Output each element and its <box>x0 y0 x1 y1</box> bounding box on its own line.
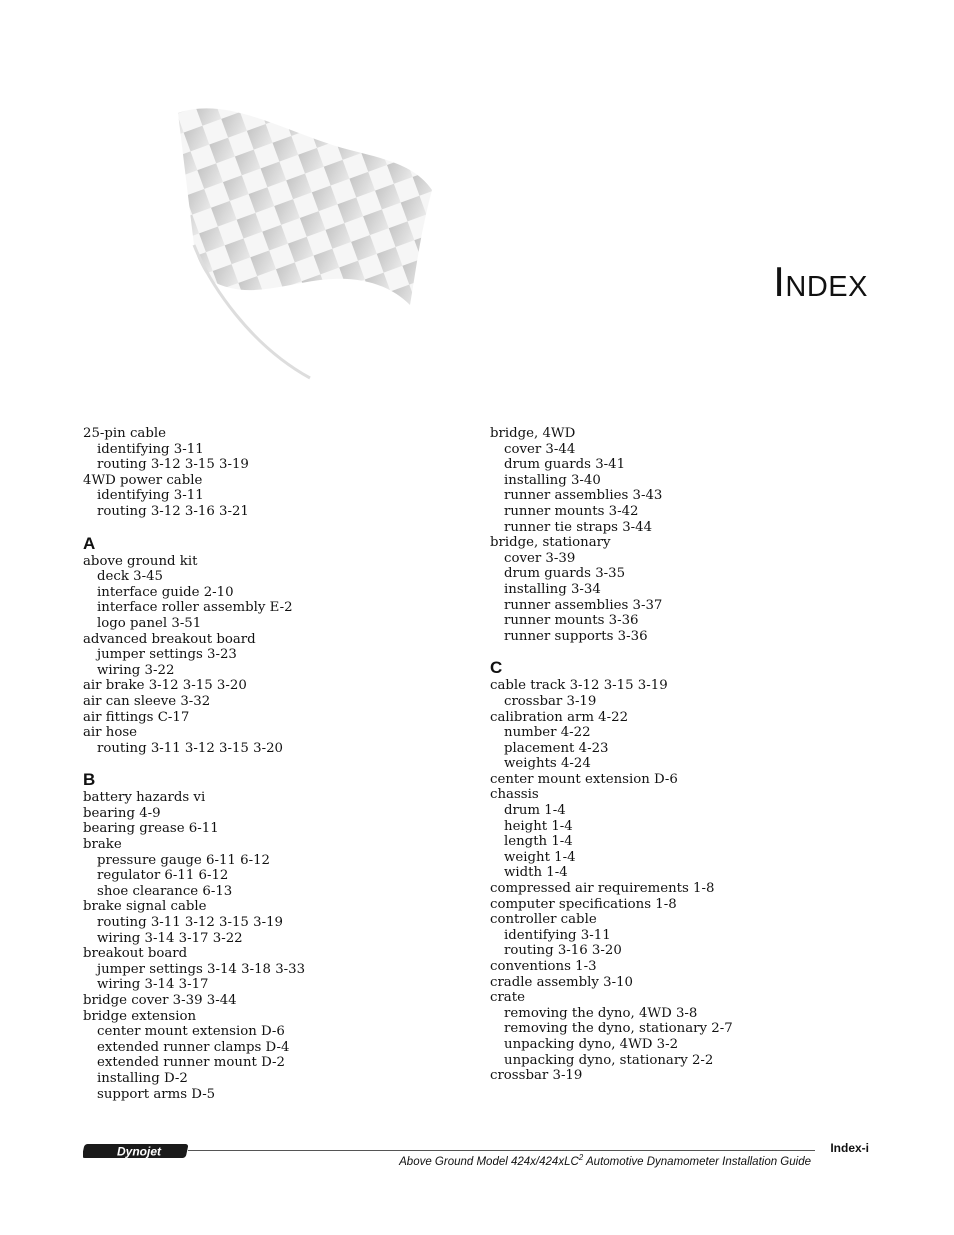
index-subentry: height 1-4 <box>504 818 573 834</box>
footer-rule <box>188 1150 815 1151</box>
index-subentry: pressure gauge 6-11 6-12 <box>97 852 270 868</box>
index-subentry: runner mounts 3-36 <box>504 613 639 629</box>
index-subentry: weights 4-24 <box>504 756 591 772</box>
index-section <box>83 426 463 520</box>
index-entry: bridge cover 3-39 3-44 <box>83 993 237 1008</box>
index-subentry: deck 3-45 <box>97 569 163 585</box>
section-letter: A <box>83 533 96 553</box>
index-subentry: routing 3-11 3-12 3-15 3-19 <box>97 915 283 931</box>
guide-title-superscript: 2 <box>578 1153 584 1162</box>
dynojet-logo <box>83 1142 191 1160</box>
index-subentry: drum guards 3-41 <box>504 457 626 473</box>
index-subentry: support arms D-5 <box>97 1086 216 1102</box>
index-subentry: runner mounts 3-42 <box>504 503 639 519</box>
index-entry: above ground kit <box>83 553 198 569</box>
index-entry: controller cable <box>490 912 597 928</box>
index-subentry: weight 1-4 <box>504 849 576 865</box>
index-subentry: removing the dyno, stationary 2-7 <box>504 1021 733 1037</box>
index-section <box>83 534 463 757</box>
index-entry: brake <box>83 837 122 853</box>
index-entry: crossbar 3-19 <box>490 1068 583 1084</box>
index-entry: brake signal cable <box>83 899 207 915</box>
page-number: Index-i <box>830 1141 869 1155</box>
index-subentry: identifying 3-11 <box>97 488 204 504</box>
guide-title-rest: Automotive Dynamometer Installation Guide <box>583 1155 811 1168</box>
index-subentry: cover 3-44 <box>504 441 576 457</box>
index-subentry: removing the dyno, 4WD 3-8 <box>504 1005 698 1021</box>
index-entry: chassis <box>490 787 539 803</box>
index-subentry: routing 3-16 3-20 <box>504 943 622 959</box>
index-subentry: wiring 3-14 3-17 3-22 <box>97 930 243 946</box>
index-subentry: installing D-2 <box>97 1070 188 1086</box>
index-subentry: crossbar 3-19 <box>504 693 597 709</box>
index-subentry: width 1-4 <box>504 865 568 881</box>
index-entry: breakout board <box>83 946 188 962</box>
index-column-right <box>490 426 870 1098</box>
index-entry: air brake 3-12 3-15 3-20 <box>83 678 247 694</box>
index-subentry: extended runner mount D-2 <box>97 1055 285 1071</box>
index-entry: battery hazards vi <box>83 790 206 806</box>
index-entry: advanced breakout board <box>83 631 256 647</box>
index-entry: bearing 4-9 <box>83 805 161 821</box>
index-subentry: jumper settings 3-23 <box>97 647 237 663</box>
index-subentry: shoe clearance 6-13 <box>97 883 233 899</box>
guide-title-main: Above Ground Model 424x/424xLC <box>399 1155 579 1168</box>
index-subentry: drum 1-4 <box>504 803 566 819</box>
index-subentry: installing 3-40 <box>504 472 601 488</box>
index-subentry: center mount extension D-6 <box>97 1024 285 1040</box>
index-subentry: logo panel 3-51 <box>97 615 202 631</box>
index-subentry: wiring 3-14 3-17 <box>97 977 209 993</box>
index-entry: 4WD power cable <box>83 472 203 488</box>
index-subentry: runner tie straps 3-44 <box>504 519 653 535</box>
index-subentry: regulator 6-11 6-12 <box>97 868 229 884</box>
index-entry: computer specifications 1-8 <box>490 896 677 912</box>
index-entry: 25-pin cable <box>83 426 166 441</box>
index-subentry: cover 3-39 <box>504 550 576 566</box>
index-subentry: number 4-22 <box>504 725 591 741</box>
section-letter: B <box>83 770 96 790</box>
index-subentry: routing 3-12 3-15 3-19 <box>97 457 249 473</box>
index-subentry: interface roller assembly E-2 <box>97 600 293 616</box>
section-letter: C <box>490 658 503 678</box>
index-subentry: jumper settings 3-14 3-18 3-33 <box>97 961 306 977</box>
index-subentry: unpacking dyno, 4WD 3-2 <box>504 1036 679 1052</box>
index-subentry: unpacking dyno, stationary 2-2 <box>504 1052 714 1068</box>
index-subentry: wiring 3-22 <box>97 662 175 678</box>
index-entry: cradle assembly 3-10 <box>490 974 634 990</box>
index-entry: bridge, stationary <box>490 535 611 551</box>
index-entry: air hose <box>83 725 138 741</box>
index-entry: cable track 3-12 3-15 3-19 <box>490 678 668 694</box>
index-subentry: identifying 3-11 <box>97 441 204 457</box>
index-subentry: runner supports 3-36 <box>504 628 648 644</box>
index-subentry: extended runner clamps D-4 <box>97 1039 290 1055</box>
index-subentry: routing 3-11 3-12 3-15 3-20 <box>97 740 283 756</box>
index-entry: bearing grease 6-11 <box>83 821 219 837</box>
index-entry: conventions 1-3 <box>490 959 597 974</box>
page-title: Index <box>773 258 868 305</box>
index-entry: bridge extension <box>83 1008 197 1024</box>
index-subentry: runner assemblies 3-37 <box>504 597 663 613</box>
index-subentry: drum guards 3-35 <box>504 566 626 582</box>
checkered-flag-icon <box>170 95 440 380</box>
index-entry: center mount extension D-6 <box>490 771 678 787</box>
guide-title <box>399 1153 811 1168</box>
index-entry: calibration arm 4-22 <box>490 709 629 725</box>
index-entry: bridge, 4WD <box>490 426 576 441</box>
index-column-left <box>83 426 463 1116</box>
index-subentry: length 1-4 <box>504 834 573 850</box>
index-subentry: runner assemblies 3-43 <box>504 488 663 504</box>
index-subentry: installing 3-34 <box>504 581 601 597</box>
index-section <box>490 426 870 644</box>
index-entry: compressed air requirements 1-8 <box>490 881 715 897</box>
index-subentry: placement 4-23 <box>504 740 609 756</box>
logo-text: Dynojet <box>116 1144 162 1159</box>
index-subentry: interface guide 2-10 <box>97 584 234 600</box>
index-entry: air fittings C-17 <box>83 709 190 725</box>
index-section <box>490 658 870 1083</box>
index-entry: air can sleeve 3-32 <box>83 693 211 709</box>
index-entry: crate <box>490 990 525 1006</box>
index-subentry: identifying 3-11 <box>504 927 611 943</box>
index-subentry: routing 3-12 3-16 3-21 <box>97 503 249 519</box>
index-section <box>83 770 463 1102</box>
